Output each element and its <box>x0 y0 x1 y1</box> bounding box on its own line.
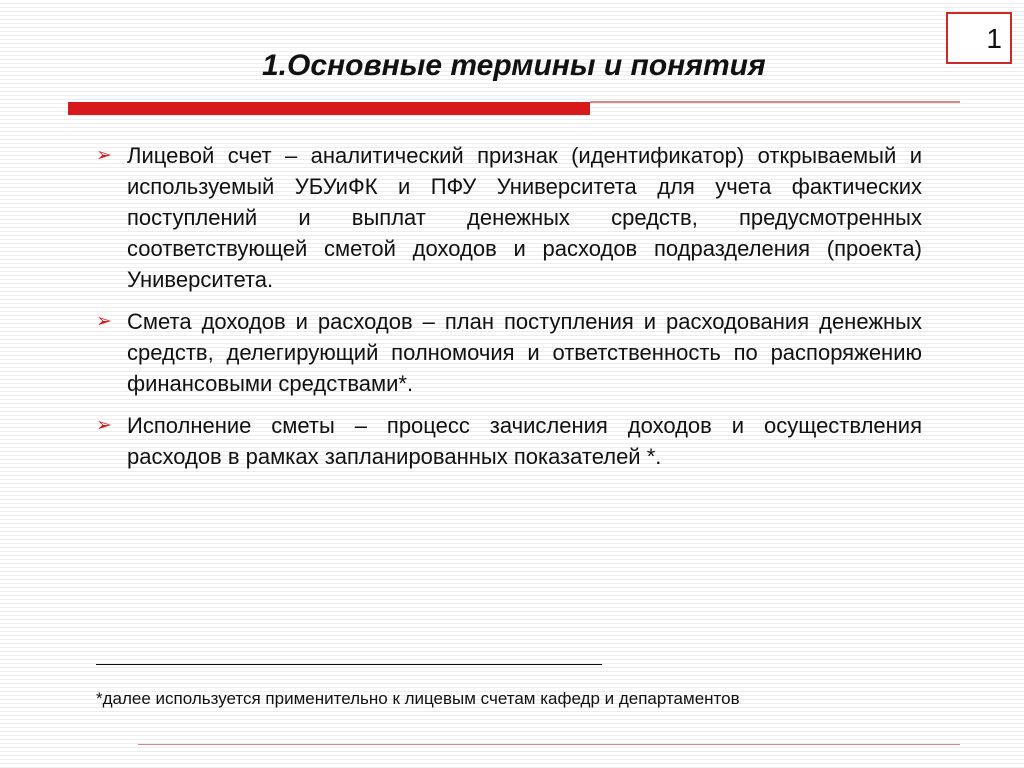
footnote-text: *далее используется применительно к лицевым счетам кафедр и департаментов <box>96 689 740 708</box>
title-thin-rule <box>590 101 960 103</box>
slide-number-box <box>946 12 1012 64</box>
footnote-separator <box>96 664 602 665</box>
slide-title: 1.Основные термины и понятия <box>262 49 766 82</box>
bullet-text: Лицевой счет – аналитический признак (идентификатор) открываемый и используемый УБУиФК и ПФУ Университета для учета фактических поступлений и выплат денежных средств, предусмотренных соответствующей сметой доходов и расходов подразделения (проекта) Университета. <box>127 143 922 292</box>
arrow-bullet-icon: ➢ <box>96 311 112 332</box>
slide-number: 1 <box>986 23 1002 54</box>
arrow-bullet-icon: ➢ <box>96 145 112 166</box>
bullet-text: Исполнение сметы – процесс зачисления доходов и осуществления расходов в рамках запланированных показателей *. <box>127 413 922 469</box>
bullet-item-personal-account <box>96 140 922 295</box>
arrow-bullet-icon: ➢ <box>96 415 112 436</box>
bullet-list <box>96 140 922 483</box>
bullet-text: Смета доходов и расходов – план поступления и расходования денежных средств, делегирующий полномочия и ответственность по распоряжению финансовыми средствами*. <box>127 309 922 396</box>
bottom-thin-rule <box>138 744 960 745</box>
title-underline-bar <box>68 102 590 115</box>
bullet-item-estimate-execution <box>96 410 922 472</box>
bullet-item-budget-estimate <box>96 306 922 399</box>
